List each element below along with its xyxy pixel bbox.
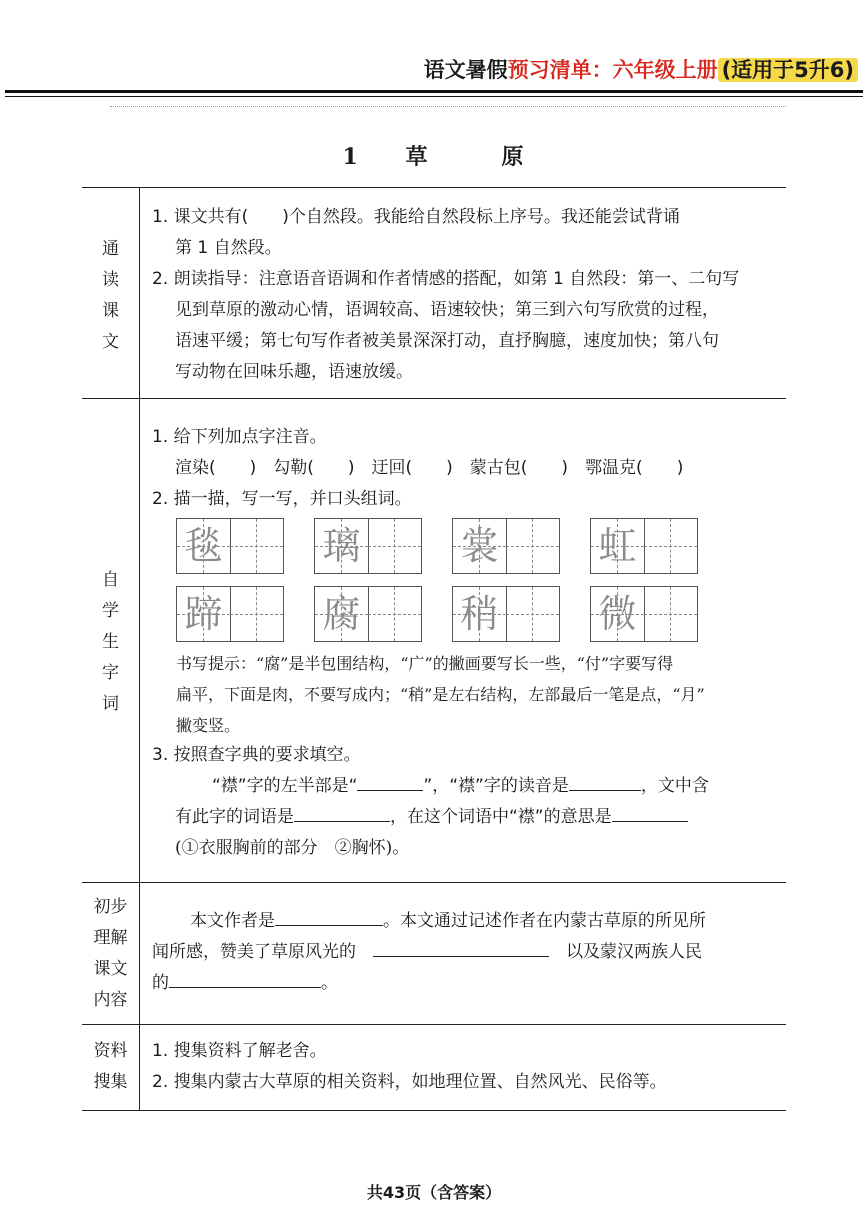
writing-hint: 书写提示：“腐”是半包围结构，“广”的撇画要写长一些，“付”字要写得 扁平，下面是肉，不要写成内；“稍”是左右结构，左部最后一笔是点，“月” 撇变竖。 xyxy=(176,654,705,735)
header-prefix: 语文暑假 xyxy=(423,58,508,82)
table-column-divider xyxy=(139,187,140,1111)
table-line-3 xyxy=(82,1024,786,1025)
section-self-study-q1: 1. 给下列加点字注音。 渲染( ) 勾勒( ) 迂回( ) 蒙古包( ) 鄂温克( ) 2. 描一描，写一写，并口头组词。 xyxy=(152,422,772,515)
char-grid[interactable]: 毯 xyxy=(176,518,284,574)
char-grid[interactable]: 腐 xyxy=(314,586,422,642)
lesson-title-1: 草 xyxy=(405,144,430,170)
header-title xyxy=(424,54,858,84)
header-rule-thick xyxy=(5,90,863,93)
char-grid[interactable]: 稍 xyxy=(452,586,560,642)
char-grid[interactable]: 虹 xyxy=(590,518,698,574)
answer-blank[interactable] xyxy=(357,772,423,791)
section-read-content: 1. 课文共有( )个自然段。我能给自然段标上序号。我还能尝试背诵 第 1 自然段。 2. 朗读指导：注意语音语调和作者情感的搭配，如第 1 自然段：第一、二句写 见到草原的激动心情，语调较高、语速较快；第三到六句写欣赏的过程， 语速平缓；第七句写作者被美景深深打动，直抒胸臆，速度加快；第八句 写动物在回味乐趣，语速放缓。 xyxy=(152,207,740,382)
table-top-line xyxy=(82,187,786,188)
char-grid[interactable]: 微 xyxy=(590,586,698,642)
dotted-divider xyxy=(110,106,786,107)
char-grid[interactable]: 璃 xyxy=(314,518,422,574)
char-grid[interactable]: 裳 xyxy=(452,518,560,574)
header-highlight: 预习清单：六年级上册 xyxy=(507,58,718,82)
section-research-content: 1. 搜集资料了解老舍。 2. 搜集内蒙古大草原的相关资料，如地理位置、自然风光、民俗等。 xyxy=(152,1041,667,1092)
char-grid[interactable]: 蹄 xyxy=(176,586,284,642)
lesson-title-2: 原 xyxy=(501,144,526,170)
page-footer: 共43页（含答案） xyxy=(366,1183,502,1202)
section-label-read: 通 读 课 文 xyxy=(102,239,119,352)
header-tag: (适用于5升6) xyxy=(718,58,858,82)
pinyin-row: 渲染( ) 勾勒( ) 迂回( ) 蒙古包( ) 鄂温克( ) xyxy=(175,458,684,478)
section-label-understand: 初步 理解 课文 内容 xyxy=(93,897,128,1010)
table-bottom-line xyxy=(82,1110,786,1111)
section-label-self-study: 自 学 生 字 词 xyxy=(102,570,119,714)
answer-blank[interactable] xyxy=(612,803,688,822)
section-understand-content: 本文作者是 。本文通过记述作者在内蒙古草原的所见所 闻所感，赞美了草原风光的 以及蒙汉两族人民 的 。 xyxy=(152,906,772,999)
answer-blank[interactable] xyxy=(294,803,390,822)
lesson-number: 1 xyxy=(342,144,360,170)
answer-blank[interactable] xyxy=(169,969,321,988)
answer-blank[interactable] xyxy=(373,938,549,957)
lesson-title xyxy=(0,140,868,171)
table-line-1 xyxy=(82,398,786,399)
answer-blank[interactable] xyxy=(275,907,383,926)
header-rule-thin xyxy=(5,96,863,97)
answer-blank[interactable] xyxy=(569,772,641,791)
table-line-2 xyxy=(82,882,786,883)
section-self-study-q3: 3. 按照查字典的要求填空。 “襟”字的左半部是“ ”，“襟”字的读音是 ，文中含 有此字的词语是 ，在这个词语中“襟”的意思是 (①衣服胸前的部分 ②胸怀)。 xyxy=(152,745,709,858)
section-label-research: 资料 搜集 xyxy=(93,1041,128,1092)
